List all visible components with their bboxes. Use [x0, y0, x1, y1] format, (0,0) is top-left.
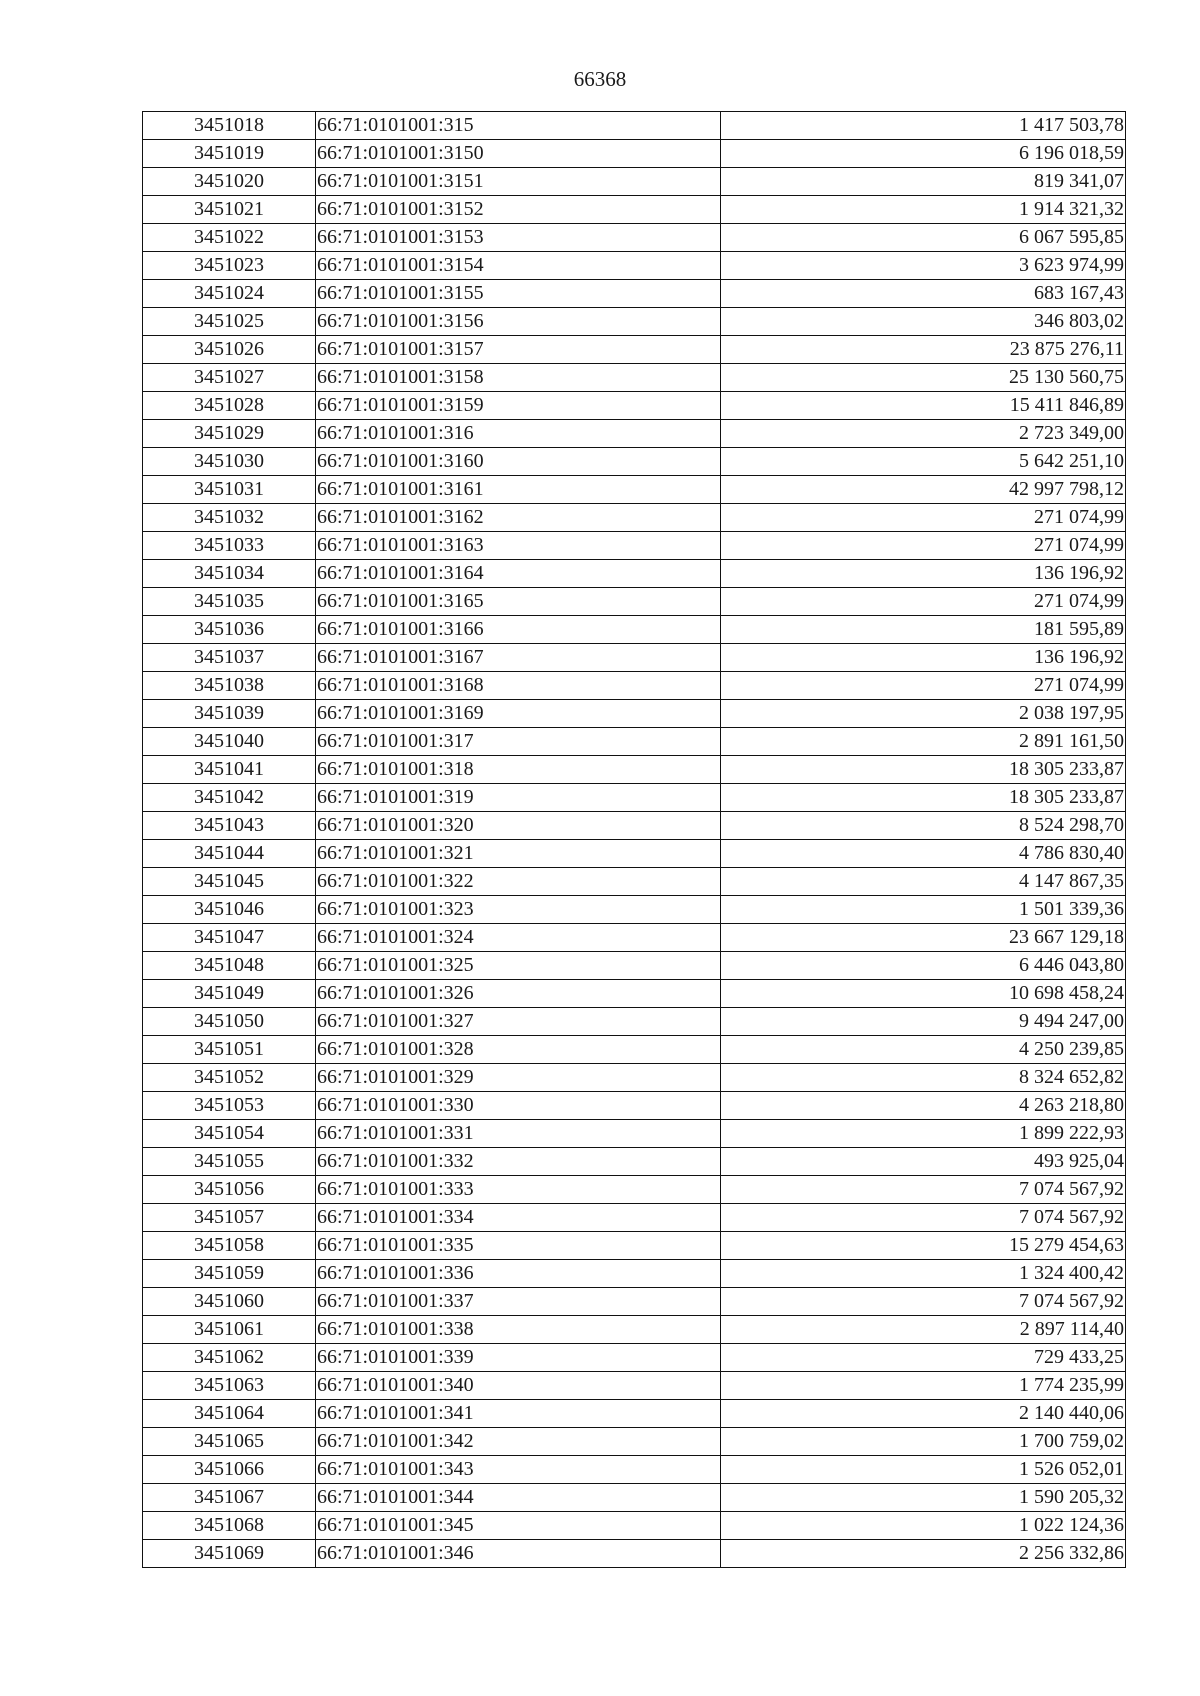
cadastral-value-table — [142, 111, 1126, 1568]
cadastral-value-cell: 1 590 205,32 — [721, 1484, 1126, 1512]
row-number-cell: 3451041 — [143, 756, 316, 784]
cadastral-value-cell: 8 524 298,70 — [721, 812, 1126, 840]
table-row — [143, 812, 1126, 840]
table-row — [143, 308, 1126, 336]
cadastral-number-cell: 66:71:0101001:337 — [316, 1288, 721, 1316]
row-number-cell: 3451019 — [143, 140, 316, 168]
cadastral-value-cell: 136 196,92 — [721, 560, 1126, 588]
table-row — [143, 700, 1126, 728]
cadastral-value-cell: 271 074,99 — [721, 672, 1126, 700]
cadastral-number-cell: 66:71:0101001:323 — [316, 896, 721, 924]
table-row — [143, 1008, 1126, 1036]
cadastral-value-cell: 4 263 218,80 — [721, 1092, 1126, 1120]
cadastral-number-cell: 66:71:0101001:316 — [316, 420, 721, 448]
cadastral-number-cell: 66:71:0101001:345 — [316, 1512, 721, 1540]
cadastral-number-cell: 66:71:0101001:319 — [316, 784, 721, 812]
cadastral-value-cell: 2 256 332,86 — [721, 1540, 1126, 1568]
cadastral-value-cell: 1 914 321,32 — [721, 196, 1126, 224]
cadastral-value-cell: 18 305 233,87 — [721, 756, 1126, 784]
cadastral-number-cell: 66:71:0101001:339 — [316, 1344, 721, 1372]
table-row — [143, 1484, 1126, 1512]
row-number-cell: 3451064 — [143, 1400, 316, 1428]
table-row — [143, 1512, 1126, 1540]
table-row — [143, 448, 1126, 476]
row-number-cell: 3451032 — [143, 504, 316, 532]
table-row — [143, 280, 1126, 308]
cadastral-number-cell: 66:71:0101001:329 — [316, 1064, 721, 1092]
row-number-cell: 3451055 — [143, 1148, 316, 1176]
row-number-cell: 3451036 — [143, 616, 316, 644]
cadastral-number-cell: 66:71:0101001:338 — [316, 1316, 721, 1344]
row-number-cell: 3451018 — [143, 112, 316, 140]
table-row — [143, 1288, 1126, 1316]
row-number-cell: 3451033 — [143, 532, 316, 560]
row-number-cell: 3451034 — [143, 560, 316, 588]
cadastral-number-cell: 66:71:0101001:340 — [316, 1372, 721, 1400]
cadastral-value-cell: 5 642 251,10 — [721, 448, 1126, 476]
table-row — [143, 1428, 1126, 1456]
cadastral-value-cell: 1 700 759,02 — [721, 1428, 1126, 1456]
row-number-cell: 3451043 — [143, 812, 316, 840]
cadastral-value-cell: 6 067 595,85 — [721, 224, 1126, 252]
cadastral-value-cell: 15 279 454,63 — [721, 1232, 1126, 1260]
table-row — [143, 896, 1126, 924]
table-row — [143, 504, 1126, 532]
row-number-cell: 3451020 — [143, 168, 316, 196]
cadastral-value-cell: 7 074 567,92 — [721, 1176, 1126, 1204]
cadastral-value-cell: 23 667 129,18 — [721, 924, 1126, 952]
cadastral-number-cell: 66:71:0101001:3160 — [316, 448, 721, 476]
row-number-cell: 3451030 — [143, 448, 316, 476]
cadastral-value-cell: 4 786 830,40 — [721, 840, 1126, 868]
table-row — [143, 1316, 1126, 1344]
row-number-cell: 3451056 — [143, 1176, 316, 1204]
row-number-cell: 3451054 — [143, 1120, 316, 1148]
table-row — [143, 588, 1126, 616]
cadastral-number-cell: 66:71:0101001:318 — [316, 756, 721, 784]
cadastral-value-cell: 6 196 018,59 — [721, 140, 1126, 168]
row-number-cell: 3451029 — [143, 420, 316, 448]
cadastral-number-cell: 66:71:0101001:3154 — [316, 252, 721, 280]
cadastral-number-cell: 66:71:0101001:332 — [316, 1148, 721, 1176]
cadastral-number-cell: 66:71:0101001:336 — [316, 1260, 721, 1288]
table-row — [143, 168, 1126, 196]
cadastral-value-cell: 683 167,43 — [721, 280, 1126, 308]
row-number-cell: 3451069 — [143, 1540, 316, 1568]
cadastral-number-cell: 66:71:0101001:3152 — [316, 196, 721, 224]
cadastral-value-cell: 2 723 349,00 — [721, 420, 1126, 448]
cadastral-value-cell: 1 526 052,01 — [721, 1456, 1126, 1484]
cadastral-number-cell: 66:71:0101001:321 — [316, 840, 721, 868]
cadastral-value-cell: 2 038 197,95 — [721, 700, 1126, 728]
table-row — [143, 644, 1126, 672]
row-number-cell: 3451061 — [143, 1316, 316, 1344]
cadastral-number-cell: 66:71:0101001:328 — [316, 1036, 721, 1064]
row-number-cell: 3451053 — [143, 1092, 316, 1120]
cadastral-number-cell: 66:71:0101001:341 — [316, 1400, 721, 1428]
row-number-cell: 3451051 — [143, 1036, 316, 1064]
table-row — [143, 336, 1126, 364]
cadastral-value-cell: 2 140 440,06 — [721, 1400, 1126, 1428]
cadastral-number-cell: 66:71:0101001:3163 — [316, 532, 721, 560]
table-row — [143, 616, 1126, 644]
cadastral-value-cell: 2 897 114,40 — [721, 1316, 1126, 1344]
row-number-cell: 3451060 — [143, 1288, 316, 1316]
table-row — [143, 1456, 1126, 1484]
table-row — [143, 1036, 1126, 1064]
cadastral-number-cell: 66:71:0101001:3168 — [316, 672, 721, 700]
table-row — [143, 1120, 1126, 1148]
cadastral-value-cell: 493 925,04 — [721, 1148, 1126, 1176]
table-row — [143, 924, 1126, 952]
row-number-cell: 3451050 — [143, 1008, 316, 1036]
cadastral-number-cell: 66:71:0101001:3166 — [316, 616, 721, 644]
row-number-cell: 3451063 — [143, 1372, 316, 1400]
row-number-cell: 3451040 — [143, 728, 316, 756]
row-number-cell: 3451057 — [143, 1204, 316, 1232]
cadastral-number-cell: 66:71:0101001:344 — [316, 1484, 721, 1512]
cadastral-value-cell: 7 074 567,92 — [721, 1204, 1126, 1232]
table-row — [143, 224, 1126, 252]
page-number: 66368 — [573, 67, 627, 91]
table-row — [143, 1148, 1126, 1176]
cadastral-number-cell: 66:71:0101001:342 — [316, 1428, 721, 1456]
cadastral-number-cell: 66:71:0101001:335 — [316, 1232, 721, 1260]
table-row — [143, 1260, 1126, 1288]
table-row — [143, 1232, 1126, 1260]
cadastral-number-cell: 66:71:0101001:3150 — [316, 140, 721, 168]
cadastral-value-cell: 271 074,99 — [721, 532, 1126, 560]
cadastral-number-cell: 66:71:0101001:320 — [316, 812, 721, 840]
table-body — [143, 112, 1126, 1568]
cadastral-value-cell: 181 595,89 — [721, 616, 1126, 644]
table-row — [143, 364, 1126, 392]
cadastral-number-cell: 66:71:0101001:3156 — [316, 308, 721, 336]
cadastral-value-cell: 729 433,25 — [721, 1344, 1126, 1372]
row-number-cell: 3451048 — [143, 952, 316, 980]
cadastral-value-cell: 136 196,92 — [721, 644, 1126, 672]
cadastral-number-cell: 66:71:0101001:327 — [316, 1008, 721, 1036]
table-row — [143, 784, 1126, 812]
cadastral-value-cell: 25 130 560,75 — [721, 364, 1126, 392]
row-number-cell: 3451027 — [143, 364, 316, 392]
cadastral-number-cell: 66:71:0101001:3153 — [316, 224, 721, 252]
table-row — [143, 420, 1126, 448]
row-number-cell: 3451062 — [143, 1344, 316, 1372]
cadastral-value-cell: 271 074,99 — [721, 504, 1126, 532]
cadastral-value-cell: 42 997 798,12 — [721, 476, 1126, 504]
cadastral-number-cell: 66:71:0101001:317 — [316, 728, 721, 756]
cadastral-value-cell: 1 501 339,36 — [721, 896, 1126, 924]
row-number-cell: 3451052 — [143, 1064, 316, 1092]
row-number-cell: 3451035 — [143, 588, 316, 616]
row-number-cell: 3451026 — [143, 336, 316, 364]
row-number-cell: 3451038 — [143, 672, 316, 700]
table-row — [143, 112, 1126, 140]
cadastral-value-cell: 4 250 239,85 — [721, 1036, 1126, 1064]
table-row — [143, 196, 1126, 224]
cadastral-number-cell: 66:71:0101001:324 — [316, 924, 721, 952]
cadastral-number-cell: 66:71:0101001:346 — [316, 1540, 721, 1568]
cadastral-value-cell: 1 417 503,78 — [721, 112, 1126, 140]
cadastral-value-cell: 4 147 867,35 — [721, 868, 1126, 896]
table-row — [143, 1176, 1126, 1204]
row-number-cell: 3451065 — [143, 1428, 316, 1456]
cadastral-value-cell: 1 022 124,36 — [721, 1512, 1126, 1540]
row-number-cell: 3451031 — [143, 476, 316, 504]
table-row — [143, 952, 1126, 980]
cadastral-number-cell: 66:71:0101001:343 — [316, 1456, 721, 1484]
cadastral-value-cell: 18 305 233,87 — [721, 784, 1126, 812]
cadastral-value-cell: 1 899 222,93 — [721, 1120, 1126, 1148]
table-row — [143, 532, 1126, 560]
table-row — [143, 476, 1126, 504]
table-row — [143, 252, 1126, 280]
row-number-cell: 3451046 — [143, 896, 316, 924]
cadastral-number-cell: 66:71:0101001:322 — [316, 868, 721, 896]
cadastral-value-cell: 1 774 235,99 — [721, 1372, 1126, 1400]
cadastral-number-cell: 66:71:0101001:334 — [316, 1204, 721, 1232]
row-number-cell: 3451059 — [143, 1260, 316, 1288]
cadastral-value-cell: 23 875 276,11 — [721, 336, 1126, 364]
table-row — [143, 1092, 1126, 1120]
row-number-cell: 3451067 — [143, 1484, 316, 1512]
row-number-cell: 3451022 — [143, 224, 316, 252]
cadastral-number-cell: 66:71:0101001:3164 — [316, 560, 721, 588]
row-number-cell: 3451024 — [143, 280, 316, 308]
cadastral-value-cell: 7 074 567,92 — [721, 1288, 1126, 1316]
cadastral-number-cell: 66:71:0101001:3165 — [316, 588, 721, 616]
table-row — [143, 1344, 1126, 1372]
row-number-cell: 3451028 — [143, 392, 316, 420]
row-number-cell: 3451025 — [143, 308, 316, 336]
table-row — [143, 140, 1126, 168]
cadastral-value-cell: 15 411 846,89 — [721, 392, 1126, 420]
cadastral-number-cell: 66:71:0101001:3155 — [316, 280, 721, 308]
cadastral-value-cell: 9 494 247,00 — [721, 1008, 1126, 1036]
table-row — [143, 868, 1126, 896]
table-row — [143, 1540, 1126, 1568]
cadastral-number-cell: 66:71:0101001:330 — [316, 1092, 721, 1120]
row-number-cell: 3451023 — [143, 252, 316, 280]
table-row — [143, 1204, 1126, 1232]
table-row — [143, 1372, 1126, 1400]
cadastral-number-cell: 66:71:0101001:3159 — [316, 392, 721, 420]
cadastral-value-cell: 1 324 400,42 — [721, 1260, 1126, 1288]
cadastral-number-cell: 66:71:0101001:325 — [316, 952, 721, 980]
table-row — [143, 756, 1126, 784]
cadastral-value-cell: 271 074,99 — [721, 588, 1126, 616]
cadastral-number-cell: 66:71:0101001:3169 — [316, 700, 721, 728]
table-row — [143, 560, 1126, 588]
cadastral-value-cell: 2 891 161,50 — [721, 728, 1126, 756]
row-number-cell: 3451049 — [143, 980, 316, 1008]
cadastral-number-cell: 66:71:0101001:333 — [316, 1176, 721, 1204]
row-number-cell: 3451039 — [143, 700, 316, 728]
cadastral-number-cell: 66:71:0101001:331 — [316, 1120, 721, 1148]
row-number-cell: 3451058 — [143, 1232, 316, 1260]
table-row — [143, 728, 1126, 756]
cadastral-number-cell: 66:71:0101001:326 — [316, 980, 721, 1008]
row-number-cell: 3451044 — [143, 840, 316, 868]
row-number-cell: 3451042 — [143, 784, 316, 812]
cadastral-number-cell: 66:71:0101001:3167 — [316, 644, 721, 672]
cadastral-number-cell: 66:71:0101001:3157 — [316, 336, 721, 364]
cadastral-value-cell: 8 324 652,82 — [721, 1064, 1126, 1092]
row-number-cell: 3451037 — [143, 644, 316, 672]
cadastral-value-cell: 819 341,07 — [721, 168, 1126, 196]
cadastral-number-cell: 66:71:0101001:3161 — [316, 476, 721, 504]
cadastral-number-cell: 66:71:0101001:3158 — [316, 364, 721, 392]
cadastral-number-cell: 66:71:0101001:3162 — [316, 504, 721, 532]
cadastral-number-cell: 66:71:0101001:3151 — [316, 168, 721, 196]
row-number-cell: 3451068 — [143, 1512, 316, 1540]
table-row — [143, 980, 1126, 1008]
row-number-cell: 3451021 — [143, 196, 316, 224]
table-row — [143, 1064, 1126, 1092]
cadastral-value-cell: 3 623 974,99 — [721, 252, 1126, 280]
row-number-cell: 3451047 — [143, 924, 316, 952]
table-row — [143, 840, 1126, 868]
table-row — [143, 1400, 1126, 1428]
row-number-cell: 3451045 — [143, 868, 316, 896]
cadastral-value-cell: 6 446 043,80 — [721, 952, 1126, 980]
cadastral-value-cell: 346 803,02 — [721, 308, 1126, 336]
table-row — [143, 392, 1126, 420]
table-row — [143, 672, 1126, 700]
cadastral-number-cell: 66:71:0101001:315 — [316, 112, 721, 140]
row-number-cell: 3451066 — [143, 1456, 316, 1484]
cadastral-value-cell: 10 698 458,24 — [721, 980, 1126, 1008]
